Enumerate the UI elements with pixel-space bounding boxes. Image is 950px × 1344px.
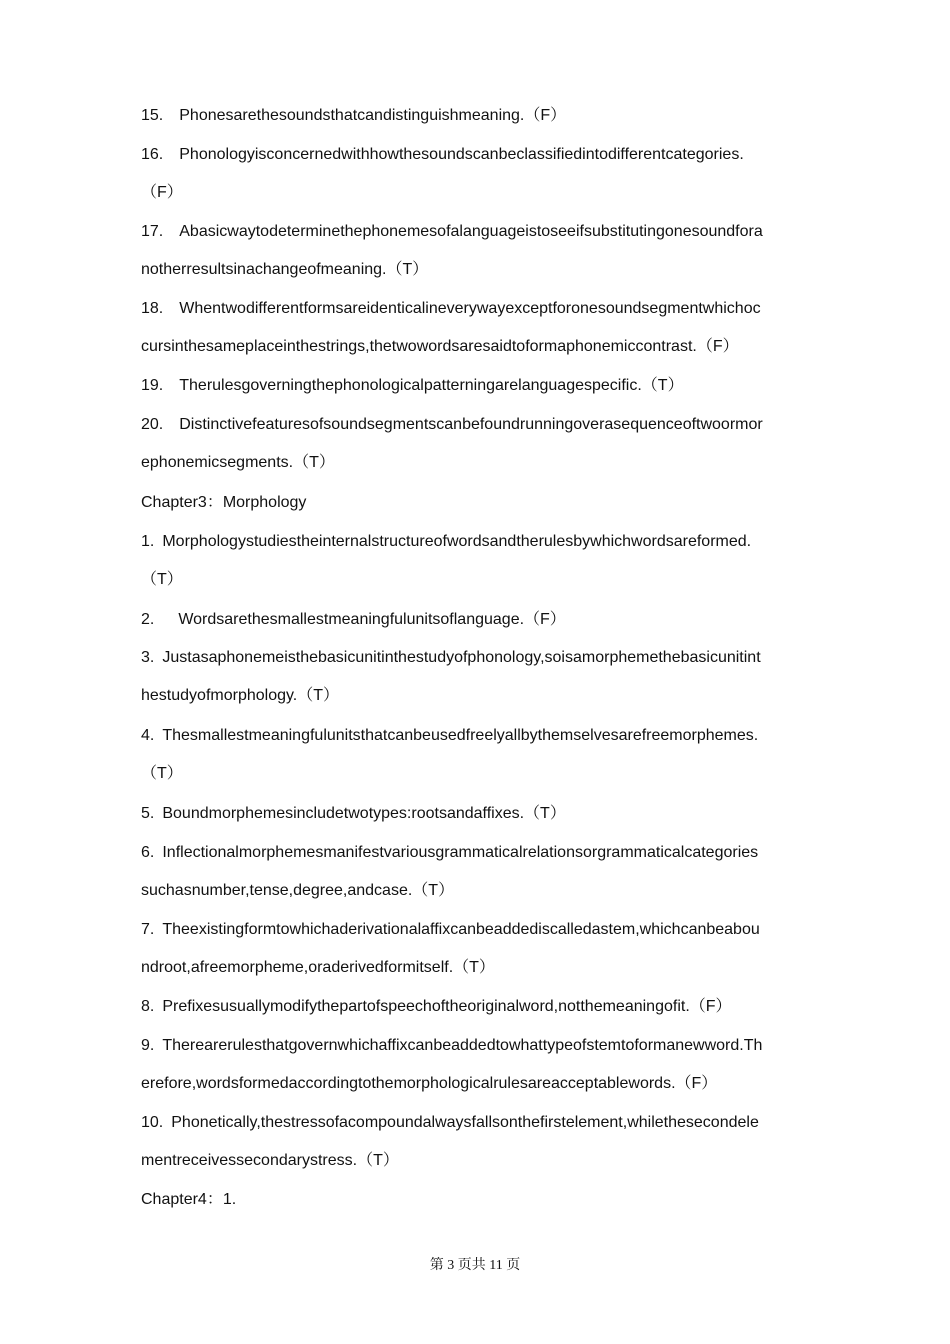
ch3-question-9-line-2: erefore,wordsformedaccordingtothemorphologicalrulesareacceptablewords.（F） xyxy=(141,1075,718,1092)
page-number-footer: 第 3 页共 11 页 xyxy=(429,1258,521,1273)
question-18-line-2: cursinthesameplaceinthestrings,thetwowordsaresaidtoformaphonemiccontrast.（F） xyxy=(141,338,739,355)
ch3-question-6-line-1: 6. Inflectionalmorphemesmanifestvariousgrammaticalrelationsorgrammaticalcategories xyxy=(141,844,759,861)
question-16-answer: （F） xyxy=(141,184,183,201)
question-16-line-1: 16. Phonologyisconcernedwithhowthesoundscanbeclassifiedintodifferentcategories. xyxy=(141,146,744,163)
ch3-question-10-line-2: mentreceivessecondarystress.（T） xyxy=(141,1152,399,1169)
ch3-question-3-line-1: 3. Justasaphonemeisthebasicunitinthestudyofphonology,soisamorphemethebasicunitint xyxy=(141,649,761,666)
ch3-question-7-line-1: 7. Theexistingformtowhichaderivationalaffixcanbeaddediscalledastem,whichcanbeabou xyxy=(141,921,760,938)
question-18-line-1: 18. Whentwodifferentformsareidenticalineverywayexceptforonesoundsegmentwhichoc xyxy=(141,300,761,317)
ch3-question-2: 2. Wordsarethesmallestmeaningfulunitsoflanguage.（F） xyxy=(141,611,566,628)
question-17-line-1: 17. Abasicwaytodeterminethephonemesofalanguageistoseeifsubstitutingonesoundfora xyxy=(141,223,763,240)
ch3-question-5: 5. Boundmorphemesincludetwotypes:rootsandaffixes.（T） xyxy=(141,805,566,822)
ch3-question-6-line-2: suchasnumber,tense,degree,andcase.（T） xyxy=(141,882,455,899)
question-20-line-1: 20. Distinctivefeaturesofsoundsegmentscanbefoundrunningoverasequenceoftwoormor xyxy=(141,416,763,433)
ch3-question-8: 8. Prefixesusuallymodifythepartofspeechoftheoriginalword,notthemeaningofit.（F） xyxy=(141,998,732,1015)
question-17-line-2: notherresultsinachangeofmeaning.（T） xyxy=(141,261,429,278)
ch3-question-3-line-2: hestudyofmorphology.（T） xyxy=(141,687,340,704)
ch3-question-1-line-1: 1. Morphologystudiestheinternalstructureofwordsandtherulesbywhichwordsareformed. xyxy=(141,533,752,550)
ch3-question-10-line-1: 10. Phonetically,thestressofacompoundalwaysfallsonthefirstelement,whilethesecondele xyxy=(141,1114,759,1131)
chapter-4-heading: Chapter4：1. xyxy=(141,1191,237,1208)
question-15: 15. Phonesarethesoundsthatcandistinguishmeaning.（F） xyxy=(141,107,567,124)
question-19: 19. Therulesgoverningthephonologicalpatterningarelanguagespecific.（T） xyxy=(141,377,684,394)
ch3-question-4-line-1: 4. Thesmallestmeaningfulunitsthatcanbeusedfreelyallbythemselvesarefreemorphemes. xyxy=(141,727,759,744)
ch3-question-4-answer: （T） xyxy=(141,765,183,782)
chapter-3-heading: Chapter3：Morphology xyxy=(141,494,307,511)
ch3-question-7-line-2: ndroot,afreemorpheme,oraderivedformitself.（T） xyxy=(141,959,495,976)
question-20-line-2: ephonemicsegments.（T） xyxy=(141,454,335,471)
ch3-question-9-line-1: 9. Therearerulesthatgovernwhichaffixcanbeaddedtowhattypeofstemtoformanewword.Th xyxy=(141,1037,763,1054)
ch3-question-1-answer: （T） xyxy=(141,571,183,588)
